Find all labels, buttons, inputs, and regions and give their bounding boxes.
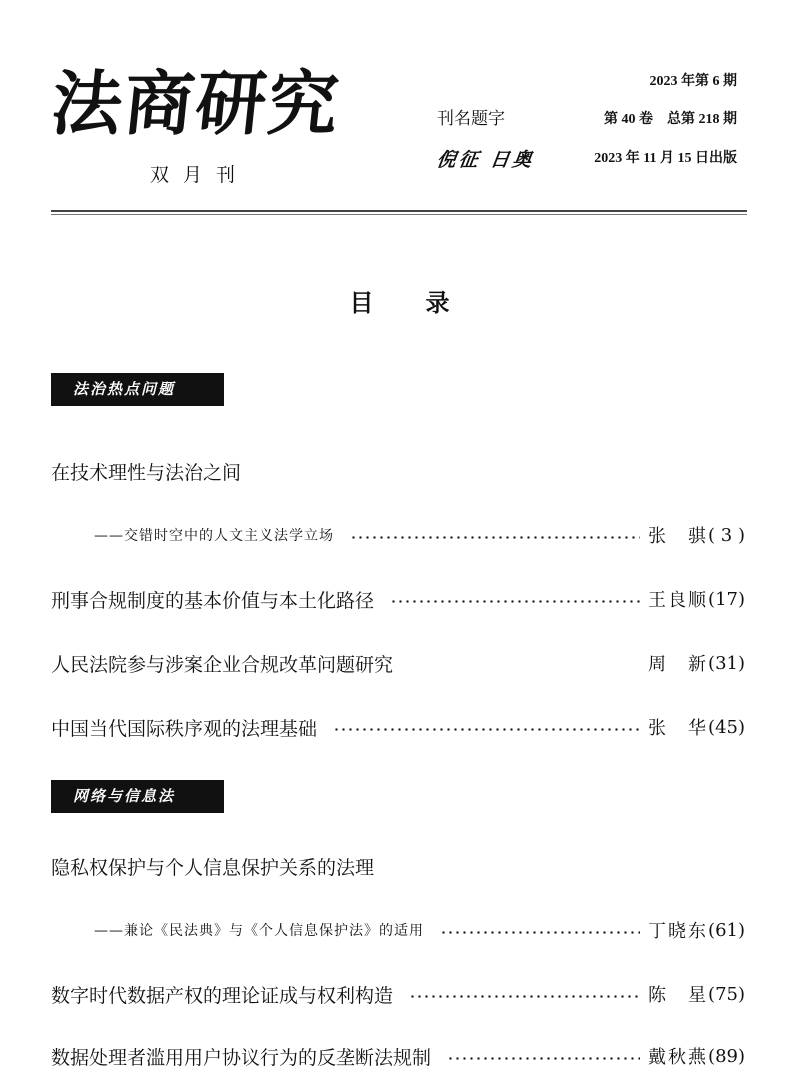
entry-title: 隐私权保护与个人信息保护关系的法理 <box>51 856 375 879</box>
entry-subtitle: ——交错时空中的人文主义法学立场 <box>94 528 334 544</box>
toc-entry[interactable] <box>51 648 745 678</box>
section-tag-cyber-information-law: 网络与信息法 <box>51 780 224 813</box>
leader-dots <box>390 600 640 603</box>
entry-page: (61) <box>708 919 745 941</box>
entry-author: 王良顺 <box>648 590 709 611</box>
entry-title: 人民法院参与涉案企业合规改革问题研究 <box>51 653 394 676</box>
publication-frequency: 双月刊 <box>150 164 250 186</box>
toc-entry[interactable] <box>51 915 745 945</box>
volume-number: 第 40 卷 总第 218 期 <box>604 112 737 127</box>
toc-entry[interactable] <box>51 456 745 486</box>
entry-title: 在技术理性与法治之间 <box>51 461 242 484</box>
entry-author: 丁晓东 <box>648 921 709 942</box>
toc-entry[interactable] <box>51 979 745 1009</box>
section-tag-legal-hotspots: 法治热点问题 <box>51 373 224 406</box>
journal-title: 法商研究 <box>47 62 345 145</box>
entry-page: ( 3 ) <box>708 524 745 546</box>
calligrapher-name: 倪征 日奥 <box>435 149 536 171</box>
entry-author: 张 华 <box>648 718 709 739</box>
leader-dots <box>333 728 640 731</box>
leader-dots <box>350 536 640 539</box>
entry-subtitle: ——兼论《民法典》与《个人信息保护法》的适用 <box>94 923 424 939</box>
toc-entry[interactable] <box>51 712 745 742</box>
leader-dots <box>440 931 640 934</box>
entry-author: 陈 星 <box>648 985 709 1006</box>
entry-title: 中国当代国际秩序观的法理基础 <box>51 717 318 740</box>
entry-author: 戴秋燕 <box>648 1047 709 1068</box>
entry-title: 刑事合规制度的基本价值与本土化路径 <box>51 589 375 612</box>
toc-entry[interactable] <box>51 520 745 550</box>
publication-date: 2023 年 11 月 15 日出版 <box>594 151 737 166</box>
toc-entry[interactable] <box>51 584 745 614</box>
entry-author: 周 新 <box>648 654 709 675</box>
entry-page: (89) <box>708 1045 745 1067</box>
header-rule-thin <box>51 214 747 215</box>
entry-page: (75) <box>708 983 745 1005</box>
issue-number: 2023 年第 6 期 <box>649 74 737 89</box>
entry-page: (17) <box>708 588 745 610</box>
toc-heading: 目录 <box>349 289 502 317</box>
calligraphy-label: 刊名题字 <box>437 109 505 129</box>
entry-page: (45) <box>708 716 745 738</box>
header-rule <box>51 210 747 212</box>
leader-dots <box>447 1057 640 1060</box>
toc-entry[interactable] <box>51 851 745 881</box>
leader-dots <box>409 995 640 998</box>
entry-title: 数据处理者滥用用户协议行为的反垄断法规制 <box>51 1046 432 1069</box>
entry-page: (31) <box>708 652 745 674</box>
entry-author: 张 骐 <box>648 526 709 547</box>
entry-title: 数字时代数据产权的理论证成与权利构造 <box>51 984 394 1007</box>
toc-entry[interactable] <box>51 1041 745 1071</box>
